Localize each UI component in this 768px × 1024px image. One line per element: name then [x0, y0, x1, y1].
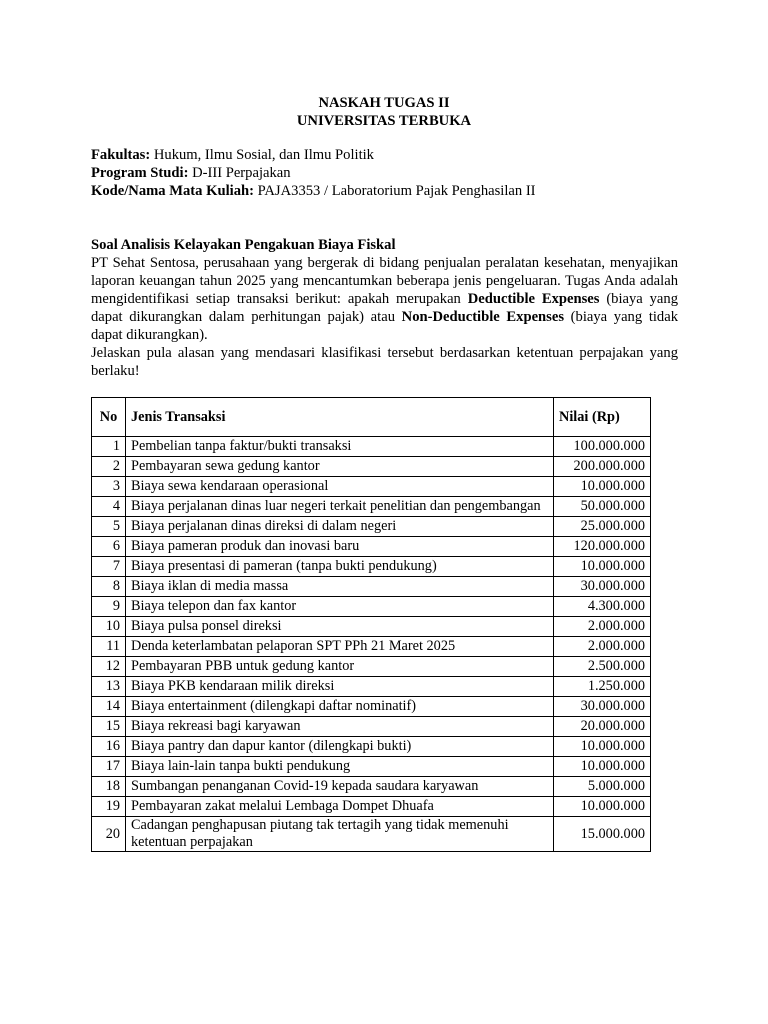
mata-kuliah-label: Kode/Nama Mata Kuliah: [91, 183, 254, 199]
row-nilai: 20.000.000 [554, 717, 651, 737]
row-nilai: 30.000.000 [554, 697, 651, 717]
table-row [92, 477, 651, 497]
row-jenis-transaksi: Biaya perjalanan dinas direksi di dalam negeri [126, 517, 554, 537]
row-nilai: 120.000.000 [554, 537, 651, 557]
row-jenis-transaksi: Biaya perjalanan dinas luar negeri terkait penelitian dan pengembangan [126, 497, 554, 517]
row-jenis-transaksi: Biaya iklan di media massa [126, 577, 554, 597]
table-row [92, 437, 651, 457]
prodi-value: D-III Perpajakan [188, 165, 291, 181]
row-jenis-transaksi: Sumbangan penanganan Covid-19 kepada saudara karyawan [126, 777, 554, 797]
row-no: 5 [92, 517, 126, 537]
row-jenis-transaksi: Cadangan penghapusan piutang tak tertagih yang tidak memenuhi ketentuan perpajakan [126, 817, 554, 852]
row-jenis-transaksi: Biaya pulsa ponsel direksi [126, 617, 554, 637]
document-header [0, 94, 768, 130]
row-jenis-transaksi: Biaya rekreasi bagi karyawan [126, 717, 554, 737]
table-row [92, 457, 651, 477]
row-nilai: 100.000.000 [554, 437, 651, 457]
row-nilai: 200.000.000 [554, 457, 651, 477]
row-nilai: 4.300.000 [554, 597, 651, 617]
table-row [92, 777, 651, 797]
table-row [92, 597, 651, 617]
row-nilai: 10.000.000 [554, 797, 651, 817]
prodi-label: Program Studi: [91, 165, 189, 181]
row-jenis-transaksi: Pembelian tanpa faktur/bukti transaksi [126, 437, 554, 457]
row-jenis-transaksi: Biaya pameran produk dan inovasi baru [126, 537, 554, 557]
fakultas-line [91, 146, 691, 164]
row-no: 16 [92, 737, 126, 757]
mata-kuliah-value: PAJA3353 / Laboratorium Pajak Penghasilan II [253, 183, 536, 199]
header-jenis-transaksi: Jenis Transaksi [126, 398, 554, 437]
table-row [92, 577, 651, 597]
row-nilai: 2.000.000 [554, 637, 651, 657]
course-meta [91, 146, 691, 200]
row-no: 1 [92, 437, 126, 457]
row-no: 19 [92, 797, 126, 817]
row-no: 7 [92, 557, 126, 577]
header-no: No [92, 398, 126, 437]
table-body [92, 437, 651, 852]
table-row [92, 637, 651, 657]
row-nilai: 10.000.000 [554, 737, 651, 757]
row-nilai: 30.000.000 [554, 577, 651, 597]
row-nilai: 5.000.000 [554, 777, 651, 797]
row-nilai: 10.000.000 [554, 757, 651, 777]
row-nilai: 1.250.000 [554, 677, 651, 697]
question-title: Soal Analisis Kelayakan Pengakuan Biaya Fiskal [91, 237, 396, 253]
row-jenis-transaksi: Pembayaran zakat melalui Lembaga Dompet Dhuafa [126, 797, 554, 817]
table-row [92, 557, 651, 577]
row-no: 2 [92, 457, 126, 477]
table-row [92, 737, 651, 757]
question-paragraph-2: Jelaskan pula alasan yang mendasari klasifikasi tersebut berdasarkan ketentuan perpajakan yang berlaku! [91, 345, 678, 379]
row-no: 10 [92, 617, 126, 637]
table-row [92, 817, 651, 852]
row-no: 15 [92, 717, 126, 737]
row-nilai: 15.000.000 [554, 817, 651, 852]
row-nilai: 10.000.000 [554, 477, 651, 497]
question-section [91, 236, 678, 380]
table-row [92, 537, 651, 557]
row-no: 6 [92, 537, 126, 557]
fakultas-label: Fakultas: [91, 147, 151, 163]
row-jenis-transaksi: Biaya sewa kendaraan operasional [126, 477, 554, 497]
row-no: 3 [92, 477, 126, 497]
row-no: 9 [92, 597, 126, 617]
row-nilai: 2.500.000 [554, 657, 651, 677]
row-no: 18 [92, 777, 126, 797]
row-jenis-transaksi: Biaya pantry dan dapur kantor (dilengkapi bukti) [126, 737, 554, 757]
table-header-row [92, 398, 651, 437]
row-no: 17 [92, 757, 126, 777]
row-jenis-transaksi: Denda keterlambatan pelaporan SPT PPh 21 Maret 2025 [126, 637, 554, 657]
table-row [92, 517, 651, 537]
row-nilai: 10.000.000 [554, 557, 651, 577]
table-row [92, 617, 651, 637]
row-no: 4 [92, 497, 126, 517]
row-no: 14 [92, 697, 126, 717]
table-row [92, 757, 651, 777]
row-no: 13 [92, 677, 126, 697]
row-no: 11 [92, 637, 126, 657]
question-paragraph-1 [91, 254, 678, 344]
header-nilai: Nilai (Rp) [554, 398, 651, 437]
table-row [92, 657, 651, 677]
row-no: 12 [92, 657, 126, 677]
row-jenis-transaksi: Biaya entertainment (dilengkapi daftar nominatif) [126, 697, 554, 717]
row-no: 20 [92, 817, 126, 852]
table-row [92, 497, 651, 517]
header-subtitle: UNIVERSITAS TERBUKA [296, 113, 472, 129]
mata-kuliah-line [91, 182, 691, 200]
row-jenis-transaksi: Biaya telepon dan fax kantor [126, 597, 554, 617]
table-row [92, 797, 651, 817]
row-nilai: 50.000.000 [554, 497, 651, 517]
row-jenis-transaksi: Biaya lain-lain tanpa bukti pendukung [126, 757, 554, 777]
row-no: 8 [92, 577, 126, 597]
row-jenis-transaksi: Pembayaran PBB untuk gedung kantor [126, 657, 554, 677]
question-text-e: (biaya yang tidak dapat dikurangkan). [91, 309, 678, 343]
row-jenis-transaksi: Biaya PKB kendaraan milik direksi [126, 677, 554, 697]
prodi-line [91, 164, 691, 182]
transactions-table [91, 397, 651, 852]
table-row [92, 697, 651, 717]
fakultas-value: Hukum, Ilmu Sosial, dan Ilmu Politik [150, 147, 374, 163]
row-nilai: 2.000.000 [554, 617, 651, 637]
table-row [92, 677, 651, 697]
row-jenis-transaksi: Biaya presentasi di pameran (tanpa bukti pendukung) [126, 557, 554, 577]
table-row [92, 717, 651, 737]
question-text-c: (biaya yang dapat dikurangkan dalam perhitungan pajak) atau [91, 291, 679, 325]
question-text-a: PT Sehat Sentosa, perusahaan yang bergerak di bidang penjualan peralatan kesehatan, menyajikan laporan keuangan tahun 2025 yang mencantumkan beberapa jenis pengeluaran. Tugas Anda adalah mengidentifikasi setiap transaksi berikut: apakah merupakan [91, 255, 678, 307]
row-nilai: 25.000.000 [554, 517, 651, 537]
row-jenis-transaksi: Pembayaran sewa gedung kantor [126, 457, 554, 477]
non-deductible-term: Non-Deductible Expenses [401, 309, 564, 325]
header-title: NASKAH TUGAS II [318, 95, 450, 111]
deductible-term: Deductible Expenses [467, 291, 600, 307]
